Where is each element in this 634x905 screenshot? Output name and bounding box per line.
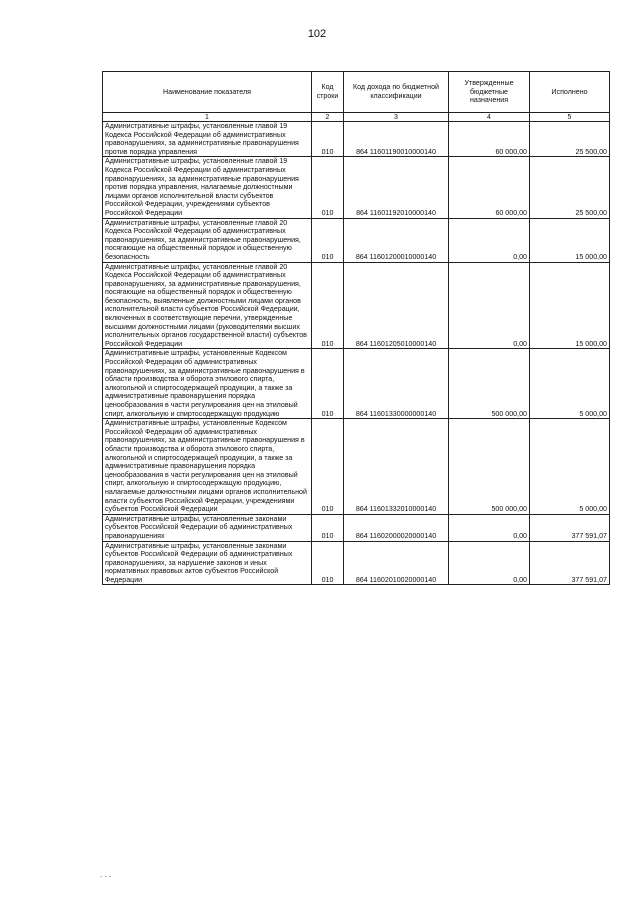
- row-kbk: 864 11601330000000140: [344, 349, 449, 419]
- row-code: 010: [312, 218, 344, 262]
- row-approved: 500 000,00: [449, 349, 530, 419]
- column-number: 2: [312, 113, 344, 122]
- column-number: 1: [103, 113, 312, 122]
- row-executed: 377 591,07: [530, 541, 610, 585]
- row-approved: 0,00: [449, 514, 530, 541]
- row-name: Административные штрафы, установленные Кодексом Российской Федерации об административных правонарушениях, за административные правонарушения в области производства и оборота этилового спирта, алкогольной и спиртосодержащей продукции, а также за административные правонарушения порядка ценообразования в части регулирования цен на этиловый спирт, алкогольную и спиртосодержащую продукцию: [103, 349, 312, 419]
- report-table: [102, 71, 610, 585]
- row-name: Административные штрафы, установленные Кодексом Российской Федерации об административных правонарушениях, за административные правонарушения в области производства и оборота этилового спирта, алкогольной и спиртосодержащей продукции, а также за административные правонарушения порядка ценообразования в части регулирования цен на этиловый спирт, алкогольную и спиртосодержащую продукцию, налагаемые должностными лицами органов исполнительной власти субъектов Российской Федерации, учреждениями субъектов Российской Федерации: [103, 419, 312, 515]
- column-number: 4: [449, 113, 530, 122]
- row-approved: 60 000,00: [449, 122, 530, 157]
- row-executed: 25 500,00: [530, 122, 610, 157]
- table-row: [103, 419, 610, 515]
- row-executed: 5 000,00: [530, 419, 610, 515]
- column-number: 5: [530, 113, 610, 122]
- table-row: [103, 541, 610, 585]
- header-executed: Исполнено: [530, 72, 610, 113]
- table-row: [103, 157, 610, 218]
- row-code: 010: [312, 541, 344, 585]
- row-name: Административные штрафы, установленные главой 19 Кодекса Российской Федерации об административных правонарушениях, за административные правонарушения против порядка управления: [103, 122, 312, 157]
- row-code: 010: [312, 262, 344, 349]
- scan-marks: . . .: [100, 870, 112, 879]
- row-executed: 377 591,07: [530, 514, 610, 541]
- row-kbk: 864 11601200010000140: [344, 218, 449, 262]
- row-code: 010: [312, 349, 344, 419]
- row-name: Административные штрафы, установленные главой 20 Кодекса Российской Федерации об административных правонарушениях, за административные правонарушения, посягающие на общественный порядок и общественную безопасность, выявленные должностными лицами органов исполнительной власти субъектов Российской Федерации, включенных в соответствующие перечни, утвержденные высшими должностными лицами (руководителями высших исполнительных органов государственной власти) субъектов Российской Федерации: [103, 262, 312, 349]
- header-approved: Утвержденные бюджетные назначения: [449, 72, 530, 113]
- row-executed: 5 000,00: [530, 349, 610, 419]
- row-code: 010: [312, 514, 344, 541]
- row-name: Административные штрафы, установленные законами субъектов Российской Федерации об административных правонарушениях: [103, 514, 312, 541]
- table-row: [103, 349, 610, 419]
- page-number: 102: [307, 28, 327, 40]
- row-kbk: 864 11601205010000140: [344, 262, 449, 349]
- row-name: Административные штрафы, установленные законами субъектов Российской Федерации об административных правонарушениях, за нарушение законов и иных нормативных правовых актов субъектов Российской Федерации: [103, 541, 312, 585]
- row-kbk: 864 11601332010000140: [344, 419, 449, 515]
- row-kbk: 864 11601192010000140: [344, 157, 449, 218]
- row-code: 010: [312, 419, 344, 515]
- row-kbk: 864 11602010020000140: [344, 541, 449, 585]
- row-name: Административные штрафы, установленные главой 19 Кодекса Российской Федерации об административных правонарушениях, за административные правонарушения против порядка управления, налагаемые должностными лицами органов исполнительной власти субъектов Российской Федерации, учреждениями субъектов Российской Федерации: [103, 157, 312, 218]
- table-row: [103, 122, 610, 157]
- row-approved: 500 000,00: [449, 419, 530, 515]
- column-number: 3: [344, 113, 449, 122]
- table-row: [103, 514, 610, 541]
- table-row: [103, 262, 610, 349]
- row-name: Административные штрафы, установленные главой 20 Кодекса Российской Федерации об административных правонарушениях, за административные правонарушения, посягающие на общественный порядок и общественную безопасность: [103, 218, 312, 262]
- row-approved: 0,00: [449, 541, 530, 585]
- row-approved: 60 000,00: [449, 157, 530, 218]
- row-approved: 0,00: [449, 218, 530, 262]
- row-executed: 15 000,00: [530, 262, 610, 349]
- header-kbk: Код дохода по бюджетной классификации: [344, 72, 449, 113]
- row-executed: 15 000,00: [530, 218, 610, 262]
- row-code: 010: [312, 122, 344, 157]
- row-approved: 0,00: [449, 262, 530, 349]
- header-code: Код строки: [312, 72, 344, 113]
- row-executed: 25 500,00: [530, 157, 610, 218]
- table-row: [103, 218, 610, 262]
- row-kbk: 864 11601190010000140: [344, 122, 449, 157]
- table-header-row: [103, 72, 610, 113]
- row-code: 010: [312, 157, 344, 218]
- header-name: Наименование показателя: [103, 72, 312, 113]
- column-number-row: [103, 113, 610, 122]
- row-kbk: 864 11602000020000140: [344, 514, 449, 541]
